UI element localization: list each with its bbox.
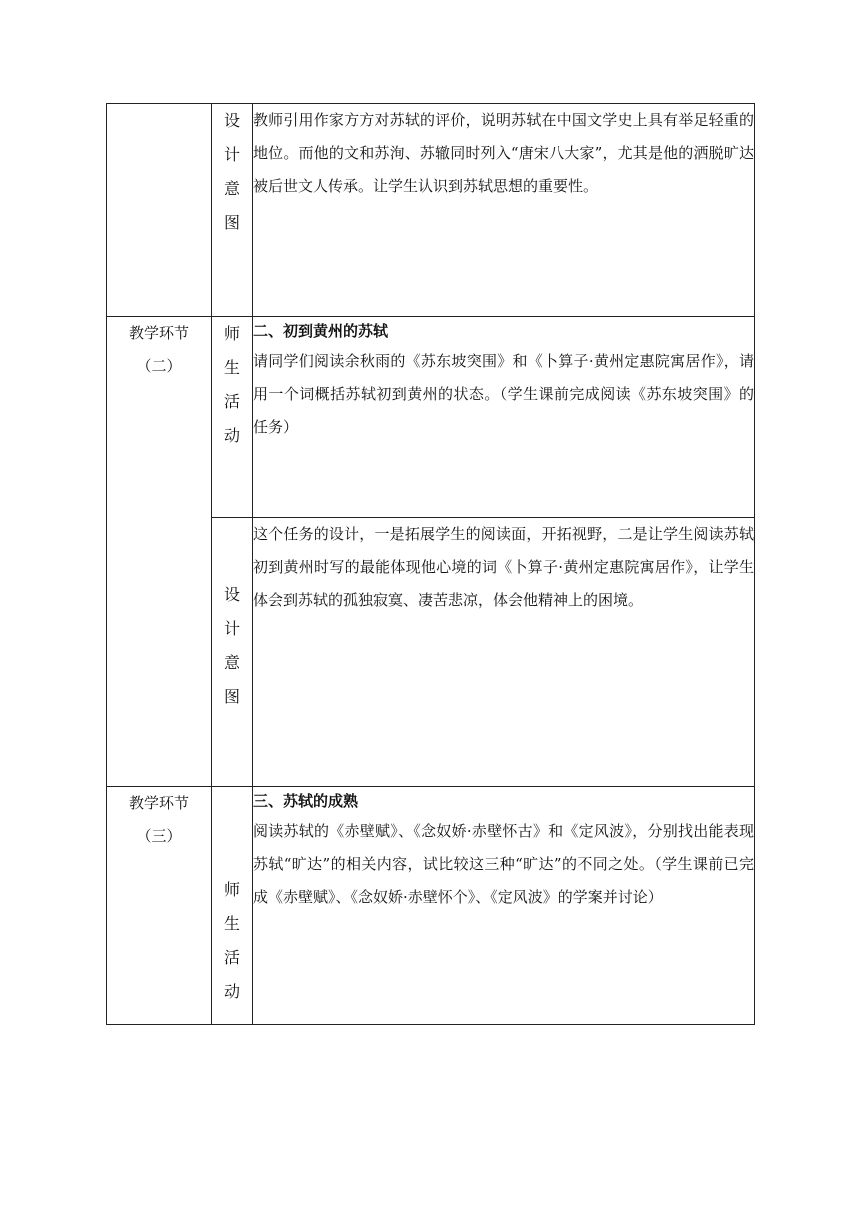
section-title: 教学环节 — [128, 794, 189, 812]
section-label-three — [107, 787, 212, 1025]
paragraph: 教师引用作家方方对苏轼的评价，说明苏轼在中国文学史上具有举足轻重的地位。而他的文和苏洵、苏辙同时列入“唐宋八大家”，尤其是他的洒脱旷达被后世文人传承。让学生认识到苏轼思想的重要性。 — [253, 111, 754, 195]
table-row — [107, 787, 755, 1025]
label-char: 意 — [223, 653, 240, 672]
section-title: 教学环节 — [128, 324, 189, 342]
label-char: 活 — [223, 392, 240, 411]
label-char: 图 — [223, 213, 240, 232]
activity-label — [212, 787, 253, 1025]
design-intent-content — [253, 104, 755, 317]
paragraph: 阅读苏轼的《赤壁赋》、《念奴娇·赤壁怀古》和《定风波》，分别找出能表现苏轼“旷达”的相关内容，试比较这三种“旷达”的不同之处。（学生课前已完成《赤壁赋》、《念奴娇·赤壁怀个》、《定风波》的学案并讨论） — [253, 822, 754, 906]
label-char: 图 — [223, 687, 240, 706]
paragraph: 这个任务的设计，一是拓展学生的阅读面，开拓视野，二是让学生阅读苏轼初到黄州时写的最能体现他心境的词《卜算子·黄州定惠院寓居作》，让学生体会到苏轼的孤独寂寞、凄苦悲凉，体会他精神上的困境。 — [253, 525, 754, 609]
section-number: （三） — [136, 827, 182, 845]
activity-content — [253, 787, 755, 1025]
activity-label — [212, 317, 253, 518]
label-char: 生 — [223, 358, 240, 377]
design-intent-label — [212, 518, 253, 787]
design-intent-label — [212, 104, 253, 317]
design-intent-content — [253, 518, 755, 787]
label-char: 设 — [223, 585, 240, 604]
label-char: 设 — [223, 111, 240, 130]
table-row — [107, 104, 755, 317]
label-char: 意 — [223, 179, 240, 198]
section-number: （二） — [136, 357, 182, 375]
label-char: 师 — [223, 324, 240, 343]
table-row — [107, 317, 755, 518]
label-char: 活 — [223, 948, 240, 967]
activity-heading: 三、苏轼的成熟 — [253, 792, 359, 810]
paragraph: 请同学们阅读余秋雨的《苏东坡突围》和《卜算子·黄州定惠院寓居作》，请用一个词概括苏轼初到黄州的状态。（学生课前完成阅读《苏东坡突围》的任务） — [253, 352, 754, 436]
label-char: 动 — [223, 982, 240, 1001]
activity-content — [253, 317, 755, 518]
label-char: 动 — [223, 426, 240, 445]
lesson-plan-table — [106, 103, 755, 1025]
label-char: 计 — [223, 619, 240, 638]
section-cell-empty — [107, 104, 212, 317]
label-char: 生 — [223, 914, 240, 933]
label-char: 计 — [223, 145, 240, 164]
label-char: 师 — [223, 880, 240, 899]
activity-heading: 二、初到黄州的苏轼 — [253, 322, 389, 340]
section-label-two — [107, 317, 212, 787]
